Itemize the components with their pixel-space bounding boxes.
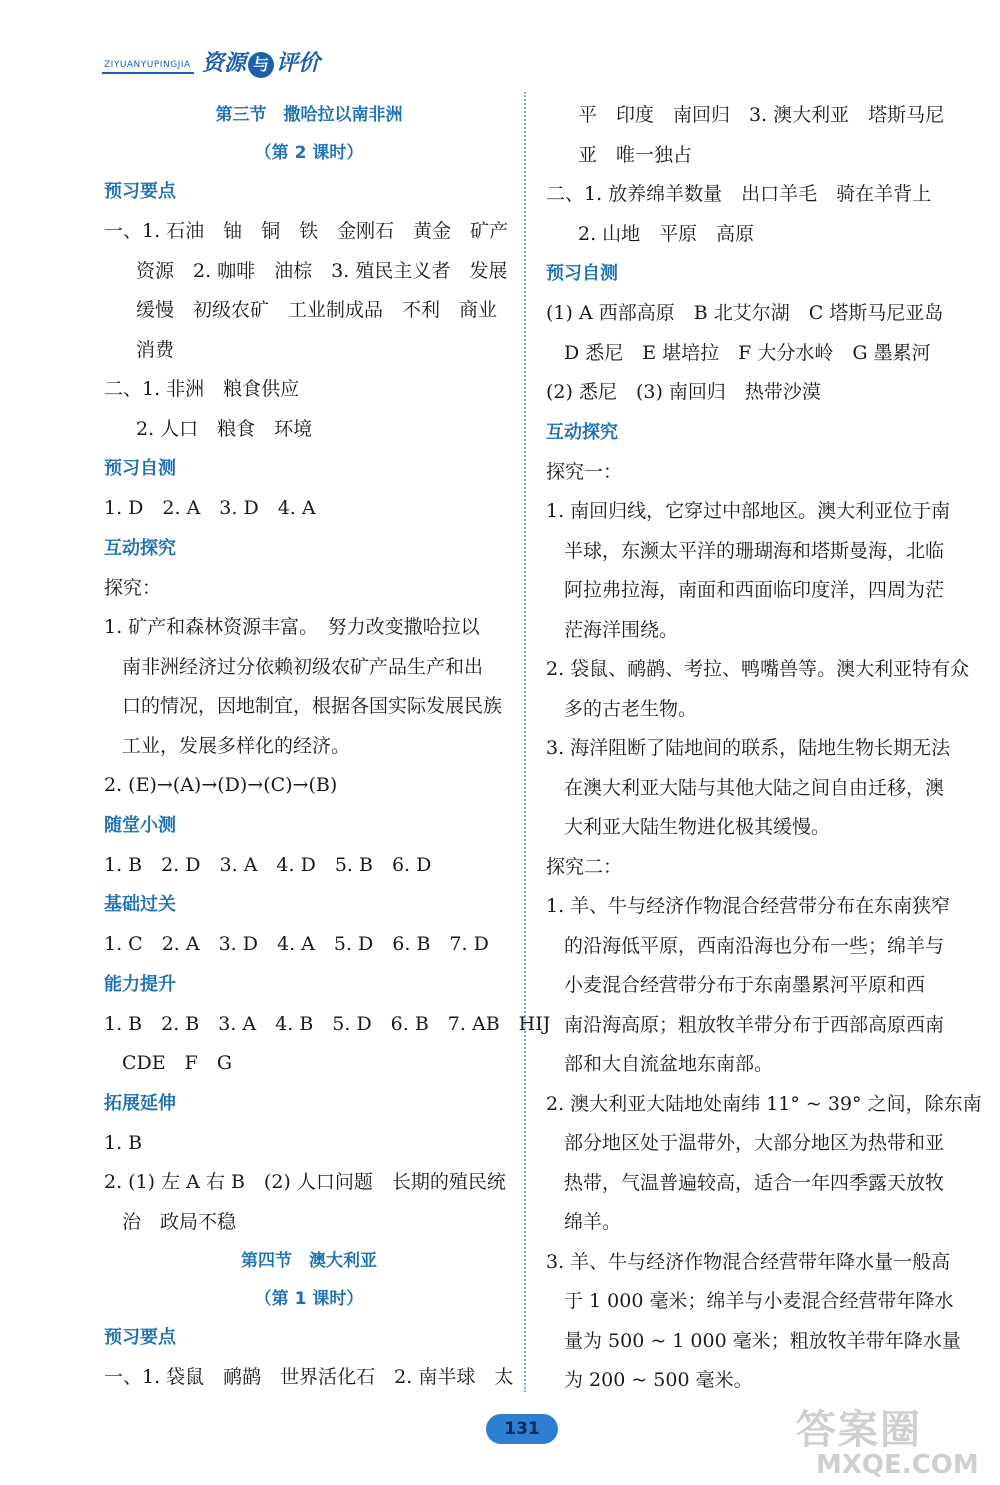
header-title-b: 评价 [276,51,321,76]
section-heading: 预习自测 [104,458,176,479]
text-line: 1. C 2. A 3. D 4. A 5. D 6. B 7. D [104,933,489,955]
text-line: 在澳大利亚大陆与其他大陆之间自由迁移，澳 [564,776,945,799]
text-line: 1. D 2. A 3. D 4. A [104,497,316,519]
watermark-url: MXQE.COM [816,1450,979,1480]
header-pinyin: ZIYUANYUPINGJIA [104,60,191,70]
text-line: 部和大自流盆地东南部。 [564,1053,774,1075]
text-line: 小麦混合经营带分布于东南墨累河平原和西 [564,974,926,996]
text-line: 1. B 2. D 3. A 4. D 5. B 6. D [104,853,432,876]
text-line: 3. 海洋阻断了陆地间的联系，陆地生物长期无法 [546,737,951,759]
section-heading: 基础过关 [104,894,176,915]
text-line: (1) A 西部高原 B 北艾尔湖 C 塔斯马尼亚岛 [546,302,944,324]
page-header [100,42,360,78]
text-line: 1. B 2. B 3. A 4. B 5. D 6. B 7. AB HIJ [104,1012,551,1035]
text-line: 探究二： [546,855,623,878]
header-title-a: 资源 [202,51,247,76]
section-heading: 互动探究 [546,421,618,443]
text-line: 为 200 ~ 500 毫米。 [564,1369,753,1391]
text-line: 探究： [104,576,162,599]
column-divider [524,92,526,1392]
text-line: 一、1. 袋鼠 鸸鹋 世界活化石 2. 南半球 太 [104,1366,514,1388]
page-number-badge [486,1414,558,1444]
text-line: 2. 袋鼠、鸸鹋、考拉、鸭嘴兽等。澳大利亚特有众 [546,658,970,680]
section-heading: 能力提升 [104,973,176,995]
text-line: 于 1 000 毫米；绵羊与小麦混合经营带年降水 [564,1290,954,1312]
text-line: (2) 悉尼 (3) 南回归 热带沙漠 [546,381,821,403]
page-number: 131 [504,1419,540,1439]
text-line: 2. (E)→(A)→(D)→(C)→(B) [104,774,338,796]
text-line: 工业，发展多样化的经济。 [122,734,351,757]
text-line: 治 政局不稳 [122,1210,237,1233]
text-line: 南非洲经济过分依赖初级农矿产品生产和出 [122,655,484,678]
text-line: 南沿海高原；粗放牧羊带分布于西部高原西南 [564,1013,945,1036]
text-line: 二、1. 非洲 粮食供应 [104,378,300,400]
text-line: 阿拉弗拉海，南面和西面临印度洋，四周为茫 [564,579,945,601]
header-title [202,46,320,78]
chapter-title: 第三节 撒哈拉以南非洲 [215,105,403,125]
text-line: 消费 [136,338,175,361]
text-line: 茫海洋围绕。 [564,618,679,641]
text-line: 量为 500 ~ 1 000 毫米；粗放牧羊带年降水量 [564,1329,961,1352]
text-line: 1. 矿产和森林资源丰富。 努力改变撒哈拉以 [104,616,480,638]
right-column [546,96,982,1401]
watermark [796,1398,996,1482]
text-line: 1. 南回归线，它穿过中部地区。澳大利亚位于南 [546,500,951,522]
text-line: 的沿海低平原，西南沿海也分布一些；绵羊与 [564,934,945,957]
text-line: 半球，东濒太平洋的珊瑚海和塔斯曼海，北临 [564,539,945,562]
header-arrow-icon [102,72,194,74]
section-heading: 拓展延伸 [104,1092,176,1114]
watermark-logo: 答案圈 [796,1407,922,1453]
text-line: 1. B [104,1131,143,1154]
text-line: 1. 羊、牛与经济作物混合经营带分布在东南狭窄 [546,895,951,917]
section-heading: 预习自测 [546,263,618,284]
text-line: 平 印度 南回归 3. 澳大利亚 塔斯马尼 [578,104,945,126]
text-line: 热带，气温普遍较高，适合一年四季露天放牧 [564,1171,945,1194]
text-line: 多的古老生物。 [564,697,698,720]
text-line: 口的情况，因地制宜，根据各国实际发展民族 [122,695,503,717]
text-line: 2. 澳大利亚大陆地处南纬 11° ~ 39° 之间，除东南 [546,1092,982,1115]
chapter-title: 第四节 澳大利亚 [241,1251,377,1271]
section-heading: 随堂小测 [104,814,176,836]
text-line: 一、1. 石油 铀 铜 铁 金刚石 黄金 矿产 [104,220,509,242]
section-heading: 互动探究 [104,537,176,559]
text-line: 缓慢 初级农矿 工业制成品 不利 商业 [136,299,498,321]
text-line: 资源 2. 咖啡 油棕 3. 殖民主义者 发展 [136,259,508,282]
text-line: 绵羊。 [564,1211,622,1233]
text-line: CDE F G [122,1052,233,1074]
text-line: 大利亚大陆生物进化极其缓慢。 [564,816,831,838]
left-column [104,96,551,1398]
text-line: 3. 羊、牛与经济作物混合经营带年降水量一般高 [546,1250,951,1273]
text-line: 亚 唯一独占 [578,143,693,166]
text-line: 2. (1) 左 A 右 B (2) 人口问题 长期的殖民统 [104,1171,506,1193]
section-heading: 预习要点 [104,1327,176,1348]
chapter-title: （第 2 课时） [254,143,364,163]
chapter-title: （第 1 课时） [254,1289,364,1309]
text-line: 探究一： [546,460,623,483]
text-line: 部分地区处于温带外，大部分地区为热带和亚 [564,1132,945,1154]
text-line: D 悉尼 E 堪培拉 F 大分水岭 G 墨累河 [564,341,931,364]
text-line: 2. 山地 平原 高原 [578,222,755,245]
section-heading: 预习要点 [104,181,176,202]
header-title-yu: 与 [248,52,274,78]
text-line: 2. 人口 粮食 环境 [136,417,313,440]
text-line: 二、1. 放养绵羊数量 出口羊毛 骑在羊背上 [546,183,932,205]
